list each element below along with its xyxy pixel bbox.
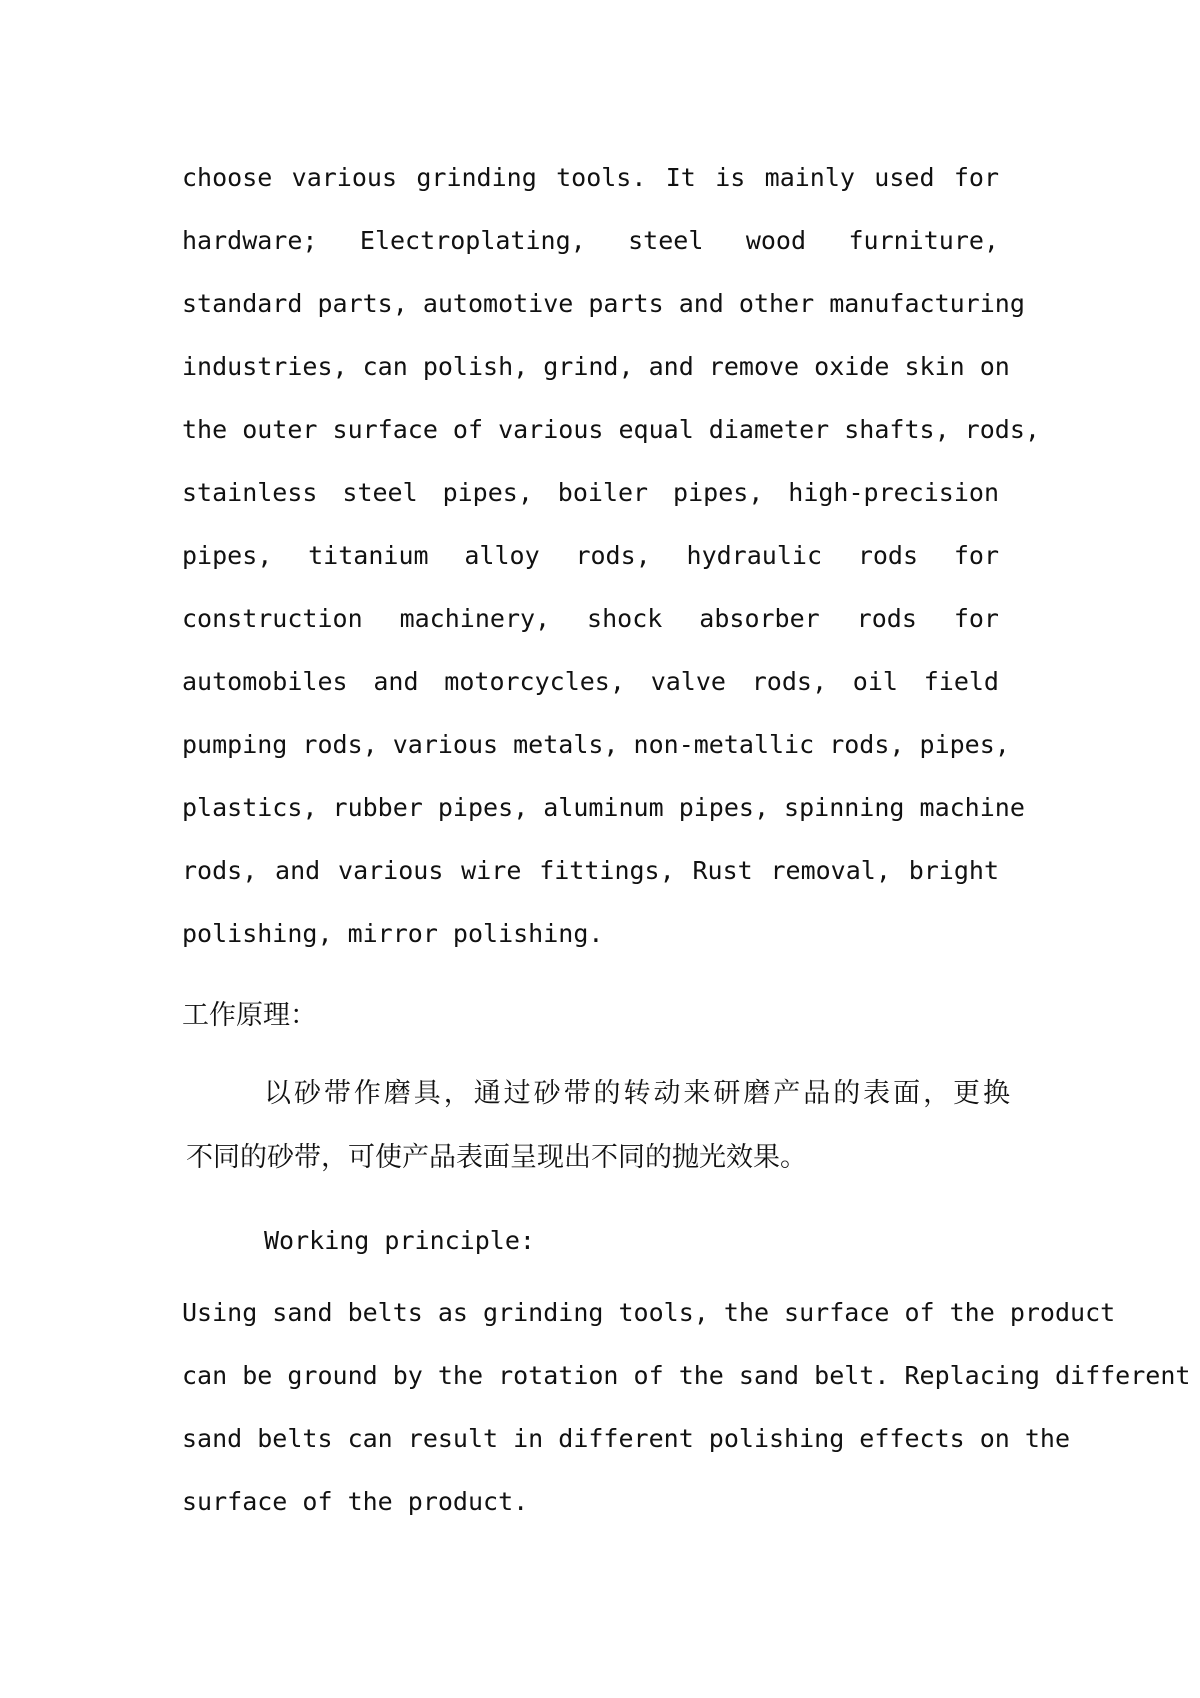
intro-line-13: polishing, mirror polishing. [182,919,604,948]
intro-line-2: hardware; Electroplating, steel wood furniture, [182,226,999,255]
cn-paragraph-line-2: 不同的砂带，可使产品表面呈现出不同的抛光效果。 [186,1142,807,1173]
intro-line-10: pumping rods, various metals, non-metallic rods, pipes, [182,730,1010,759]
intro-line-9: automobiles and motorcycles, valve rods, oil field [182,667,999,696]
intro-line-12: rods, and various wire fittings, Rust removal, bright [182,856,999,885]
en-section-heading: Working principle: [264,1226,535,1255]
cn-paragraph-line-1: 以砂带作磨具，通过砂带的转动来研磨产品的表面，更换 [264,1078,1010,1109]
intro-line-5: the outer surface of various equal diameter shafts, rods, [182,415,1040,444]
en-paragraph-line-4: surface of the product. [182,1487,529,1516]
en-paragraph-line-2: can be ground by the rotation of the sand belt. Replacing different [182,1361,1191,1390]
intro-line-3: standard parts, automotive parts and other manufacturing [182,289,1025,318]
en-paragraph-line-3: sand belts can result in different polishing effects on the [182,1424,1071,1453]
intro-line-7: pipes, titanium alloy rods, hydraulic rods for [182,541,999,570]
cn-section-heading: 工作原理： [182,1000,317,1031]
intro-line-1: choose various grinding tools. It is mainly used for [182,163,999,192]
intro-line-11: plastics, rubber pipes, aluminum pipes, spinning machine [182,793,1025,822]
en-paragraph-line-1: Using sand belts as grinding tools, the surface of the product [182,1298,1116,1327]
intro-line-6: stainless steel pipes, boiler pipes, high-precision [182,478,999,507]
intro-line-4: industries, can polish, grind, and remove oxide skin on [182,352,1010,381]
intro-line-8: construction machinery, shock absorber rods for [182,604,999,633]
